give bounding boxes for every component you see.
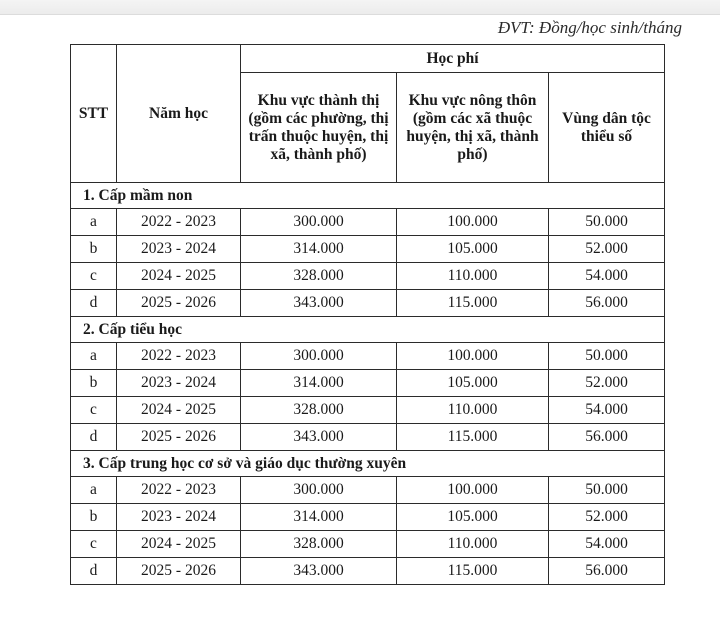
row-urban-fee-cell: 314.000 <box>241 236 397 263</box>
row-urban-fee-cell: 343.000 <box>241 424 397 451</box>
unit-note: ĐVT: Đồng/học sinh/tháng <box>497 18 682 37</box>
tuition-fee-table <box>70 44 665 585</box>
header-rural-area: Khu vực nông thôn (gồm các xã thuộc huyện, thị xã, thành phố) <box>397 73 549 183</box>
row-urban-fee-cell: 314.000 <box>241 370 397 397</box>
header-urban-area: Khu vực thành thị (gồm các phường, thị trấn thuộc huyện, thị xã, thành phố) <box>241 73 397 183</box>
row-ethnic-fee-cell: 50.000 <box>549 477 665 504</box>
row-ethnic-fee-cell: 54.000 <box>549 263 665 290</box>
row-ethnic-fee-cell: 54.000 <box>549 531 665 558</box>
table-row <box>71 370 665 397</box>
row-rural-fee-cell: 100.000 <box>397 343 549 370</box>
row-rural-fee-cell: 115.000 <box>397 424 549 451</box>
row-rural-fee-cell: 110.000 <box>397 531 549 558</box>
row-urban-fee-cell: 300.000 <box>241 477 397 504</box>
row-urban-fee-cell: 328.000 <box>241 263 397 290</box>
header-stt: STT <box>71 45 117 183</box>
row-ethnic-fee-cell: 56.000 <box>549 558 665 585</box>
row-stt-cell: b <box>71 504 117 531</box>
row-rural-fee-cell: 115.000 <box>397 558 549 585</box>
row-stt-cell: c <box>71 397 117 424</box>
section-row <box>71 183 665 209</box>
row-rural-fee-cell: 100.000 <box>397 477 549 504</box>
row-school-year-cell: 2024 - 2025 <box>117 263 241 290</box>
row-stt-cell: c <box>71 531 117 558</box>
row-school-year-cell: 2023 - 2024 <box>117 370 241 397</box>
table-row <box>71 209 665 236</box>
row-rural-fee-cell: 110.000 <box>397 263 549 290</box>
row-rural-fee-cell: 105.000 <box>397 370 549 397</box>
section-row <box>71 451 665 477</box>
row-ethnic-fee-cell: 56.000 <box>549 290 665 317</box>
row-stt-cell: a <box>71 343 117 370</box>
table-row <box>71 424 665 451</box>
table-row <box>71 397 665 424</box>
table-row <box>71 236 665 263</box>
row-ethnic-fee-cell: 56.000 <box>549 424 665 451</box>
row-stt-cell: b <box>71 370 117 397</box>
section-row <box>71 317 665 343</box>
row-urban-fee-cell: 328.000 <box>241 531 397 558</box>
row-urban-fee-cell: 343.000 <box>241 290 397 317</box>
table-row <box>71 558 665 585</box>
viewer-top-bar <box>0 0 720 15</box>
table-row <box>71 477 665 504</box>
row-ethnic-fee-cell: 52.000 <box>549 236 665 263</box>
row-rural-fee-cell: 115.000 <box>397 290 549 317</box>
row-school-year-cell: 2025 - 2026 <box>117 424 241 451</box>
row-school-year-cell: 2025 - 2026 <box>117 558 241 585</box>
row-urban-fee-cell: 314.000 <box>241 504 397 531</box>
row-urban-fee-cell: 343.000 <box>241 558 397 585</box>
row-school-year-cell: 2023 - 2024 <box>117 504 241 531</box>
header-ethnic-minority-area: Vùng dân tộc thiểu số <box>549 73 665 183</box>
row-school-year-cell: 2024 - 2025 <box>117 531 241 558</box>
row-ethnic-fee-cell: 52.000 <box>549 370 665 397</box>
row-school-year-cell: 2022 - 2023 <box>117 477 241 504</box>
table-row <box>71 263 665 290</box>
row-ethnic-fee-cell: 52.000 <box>549 504 665 531</box>
table-body <box>71 183 665 585</box>
row-rural-fee-cell: 105.000 <box>397 504 549 531</box>
row-ethnic-fee-cell: 50.000 <box>549 209 665 236</box>
row-rural-fee-cell: 105.000 <box>397 236 549 263</box>
table-row <box>71 504 665 531</box>
section-title: 2. Cấp tiểu học <box>71 317 665 343</box>
row-school-year-cell: 2024 - 2025 <box>117 397 241 424</box>
row-ethnic-fee-cell: 50.000 <box>549 343 665 370</box>
row-rural-fee-cell: 110.000 <box>397 397 549 424</box>
row-stt-cell: a <box>71 477 117 504</box>
row-stt-cell: d <box>71 424 117 451</box>
row-urban-fee-cell: 328.000 <box>241 397 397 424</box>
section-title: 3. Cấp trung học cơ sở và giáo dục thường xuyên <box>71 451 665 477</box>
row-school-year-cell: 2022 - 2023 <box>117 209 241 236</box>
row-urban-fee-cell: 300.000 <box>241 209 397 236</box>
row-rural-fee-cell: 100.000 <box>397 209 549 236</box>
table-row <box>71 290 665 317</box>
header-tuition-fee: Học phí <box>241 45 665 73</box>
row-stt-cell: d <box>71 290 117 317</box>
row-stt-cell: a <box>71 209 117 236</box>
row-school-year-cell: 2022 - 2023 <box>117 343 241 370</box>
row-school-year-cell: 2023 - 2024 <box>117 236 241 263</box>
row-ethnic-fee-cell: 54.000 <box>549 397 665 424</box>
row-stt-cell: c <box>71 263 117 290</box>
row-school-year-cell: 2025 - 2026 <box>117 290 241 317</box>
row-urban-fee-cell: 300.000 <box>241 343 397 370</box>
table-row <box>71 531 665 558</box>
table-row <box>71 343 665 370</box>
header-school-year: Năm học <box>117 45 241 183</box>
row-stt-cell: d <box>71 558 117 585</box>
row-stt-cell: b <box>71 236 117 263</box>
section-title: 1. Cấp mầm non <box>71 183 665 209</box>
